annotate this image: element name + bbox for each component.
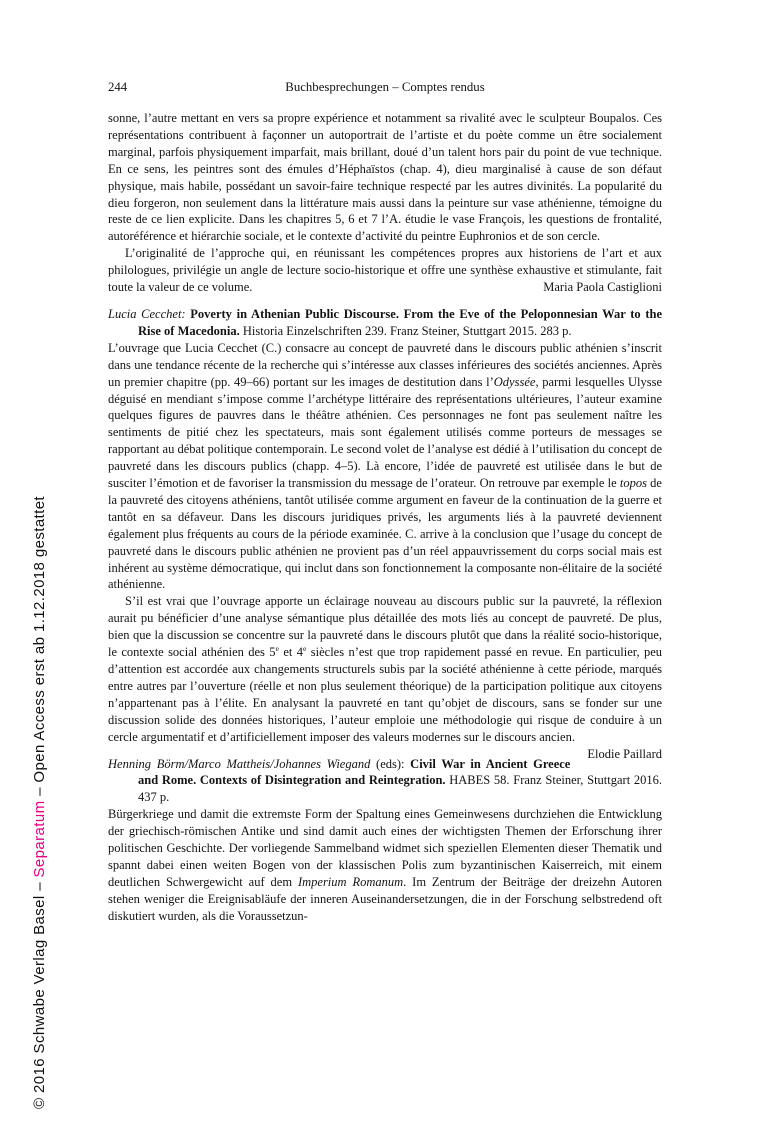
page-number: 244 — [108, 80, 128, 94]
review-heading — [108, 756, 662, 807]
running-title: Buchbesprechungen – Comptes rendus — [285, 80, 485, 94]
spine-separatum: Separatum — [31, 800, 48, 878]
paragraph-text: S’il est vrai que l’ouvrage apporte un éclairage nouveau au discours public sur la pauvreté, la réflexion aurait pu bénéficier d’une analyse sémantique plus détaillée des mots liés au concept de pauvreté. De plus, bien que la discussion se concentre sur la pauvreté dans le discours plutôt que dans la réalité socio-historique, le contexte social athénien des 5e et 4e siècles n’est que trop rapidement passé en revue. En particulier, peu d’attention est accordée aux changements structurels subis par la société athénienne à cette période, marqués entre autres par l’ouverture (réelle et non plus seulement théorique) de la participation politique aux citoyens n’appartenant pas à l’élite. En analysant la pauvreté en tant qu’objet de discours, sans se fonder sur une discussion solide des données historiques, l’auteur emploie une méthodologie qui risque de conduire à un cercle argumentatif et d’artificiellement imposer des valeurs modernes sur le discours ancien. — [108, 594, 662, 744]
reviews-body — [108, 110, 662, 925]
spine-open-access-note: – Open Access erst ab 1.12.2018 gestattet — [31, 495, 48, 801]
paragraph-text: L’originalité de l’approche qui, en réunissant les compétences propres aux historiens de l’art et aux philologues, privilégie un angle de lecture socio-historique et offre une synthèse exhaustive et stimulante, fait toute la valeur de ce volume. — [108, 246, 662, 295]
reviewer-signature: Elodie Paillard — [587, 746, 662, 761]
review-heading — [108, 306, 662, 340]
paragraph-text: Bürgerkriege und damit die extremste Form der Spaltung eines Gemeinwesens durchziehen die Entwicklung der griechisch-römischen Antike und sind damit auch eines der wichtigsten Themen der Erforschung ihrer politischen Geschichte. Der vorliegende Sammelband widmet sich speziellen Elementen dieser Thematik und spannt dabei einen weiten Bogen von der klassischen Polis zum byzantinischen Kaiserreich, mit einem deutlichen Schwergewicht auf dem Imperium Romanum. Im Zentrum der Beiträge der dreizehn Autoren stehen weniger die Ereignisabläufe der inneren Auseinandersetzungen, die in der Forschung selbstredend oft diskutiert wurden, als die Voraussetzun- — [108, 807, 662, 923]
review-paragraph — [108, 593, 662, 761]
heading-text: Henning Börm/Marco Mattheis/Johannes Wiegand (eds): Civil War in Ancient Greece and Rome. Contexts of Disintegration and Reintegration. HABES 58. Franz Steiner, Stuttgart 2016. 437 p. — [108, 756, 662, 805]
reviewer-signature: Maria Paola Castiglioni — [543, 280, 662, 295]
page-content — [108, 79, 662, 925]
review-paragraph — [108, 245, 662, 296]
heading-text: Lucia Cecchet: Poverty in Athenian Public Discourse. From the Eve of the Peloponnesian War to the Rise of Macedonia. Historia Einzelschriften 239. Franz Steiner, Stuttgart 2015. 283 p. — [108, 306, 663, 338]
review-paragraph — [108, 806, 662, 924]
spine-copyright-line — [31, 496, 48, 1109]
review-paragraph — [108, 340, 662, 594]
paragraph-text: L’ouvrage que Lucia Cecchet (C.) consacre au concept de pauvreté dans le discours public athénien s’inscrit dans une tendance récente de la recherche qui s’intéresse aux classes inférieures des sociétés anciennes. Après un premier chapitre (pp. 49–66) portant sur les images de destitution dans l’Odyssée, parmi lesquelles Ulysse déguisé en mendiant s’impose comme l’archétype littéraire des représentations ultérieures, l’auteur examine quelques figures de pauvres dans le théâtre athénien. Ces personnages ne font pas seulement naître les sentiments de pitié chez les spectateurs, mais sont également utilisés comme porteurs de messages se rapportant au débat politique contemporain. Le second volet de l’analyse est dédié à l’utilisation du concept de pauvreté dans les discours publics (chapp. 4–5). Là encore, l’idée de pauvreté est utilisée dans le but de susciter l’émotion et de favoriser la transmission du message de l’orateur. On retrouve par exemple le topos de la pauvreté des citoyens athéniens, tantôt utilisée comme argument en faveur de la continuation de la guerre et tantôt en sa défaveur. Dans les discours juridiques privés, les arguments liés à la pauvreté deviennent également plus fréquents au cours de la période examinée. C. arrive à la conclusion que l’usage du concept de pauvreté dans le discours public athénien ne provient pas d’un réel appauvrissement du corps social mais est inhérent au système démocratique, qui inclut dans son fonctionnement la composante non-élitaire de la société athénienne. — [108, 340, 663, 592]
review-paragraph — [108, 110, 662, 245]
paragraph-text: sonne, l’autre mettant en vers sa propre expérience et notamment sa rivalité avec le sculpteur Boupalos. Ces représentations contribuent à façonner un autoportrait de l’artiste et du poète comme un être socialement marginal, parfois physiquement imparfait, mais brillant, doué d’un talent hors pair du point de vue technique. En ce sens, les peintres sont des émules d’Héphaïstos (chap. 4), dieu marginalisé à cause de son défaut physique, mais habile, possédant un savoir-faire technique respecté par les autres divinités. La popularité du dieu forgeron, non seulement dans la littérature mais aussi dans la peinture sur vase athénienne, témoigne du reste de ce lien explicite. Dans les chapitres 5, 6 et 7 l’A. étudie le vase François, les questions de frontalité, autoréférence et hiérarchie sociale, et le contexte d’activité du peintre Euphronios et de son cercle. — [108, 111, 662, 244]
spine-copyright-prefix: © 2016 Schwabe Verlag Basel – — [31, 877, 48, 1109]
page-header — [108, 79, 662, 96]
